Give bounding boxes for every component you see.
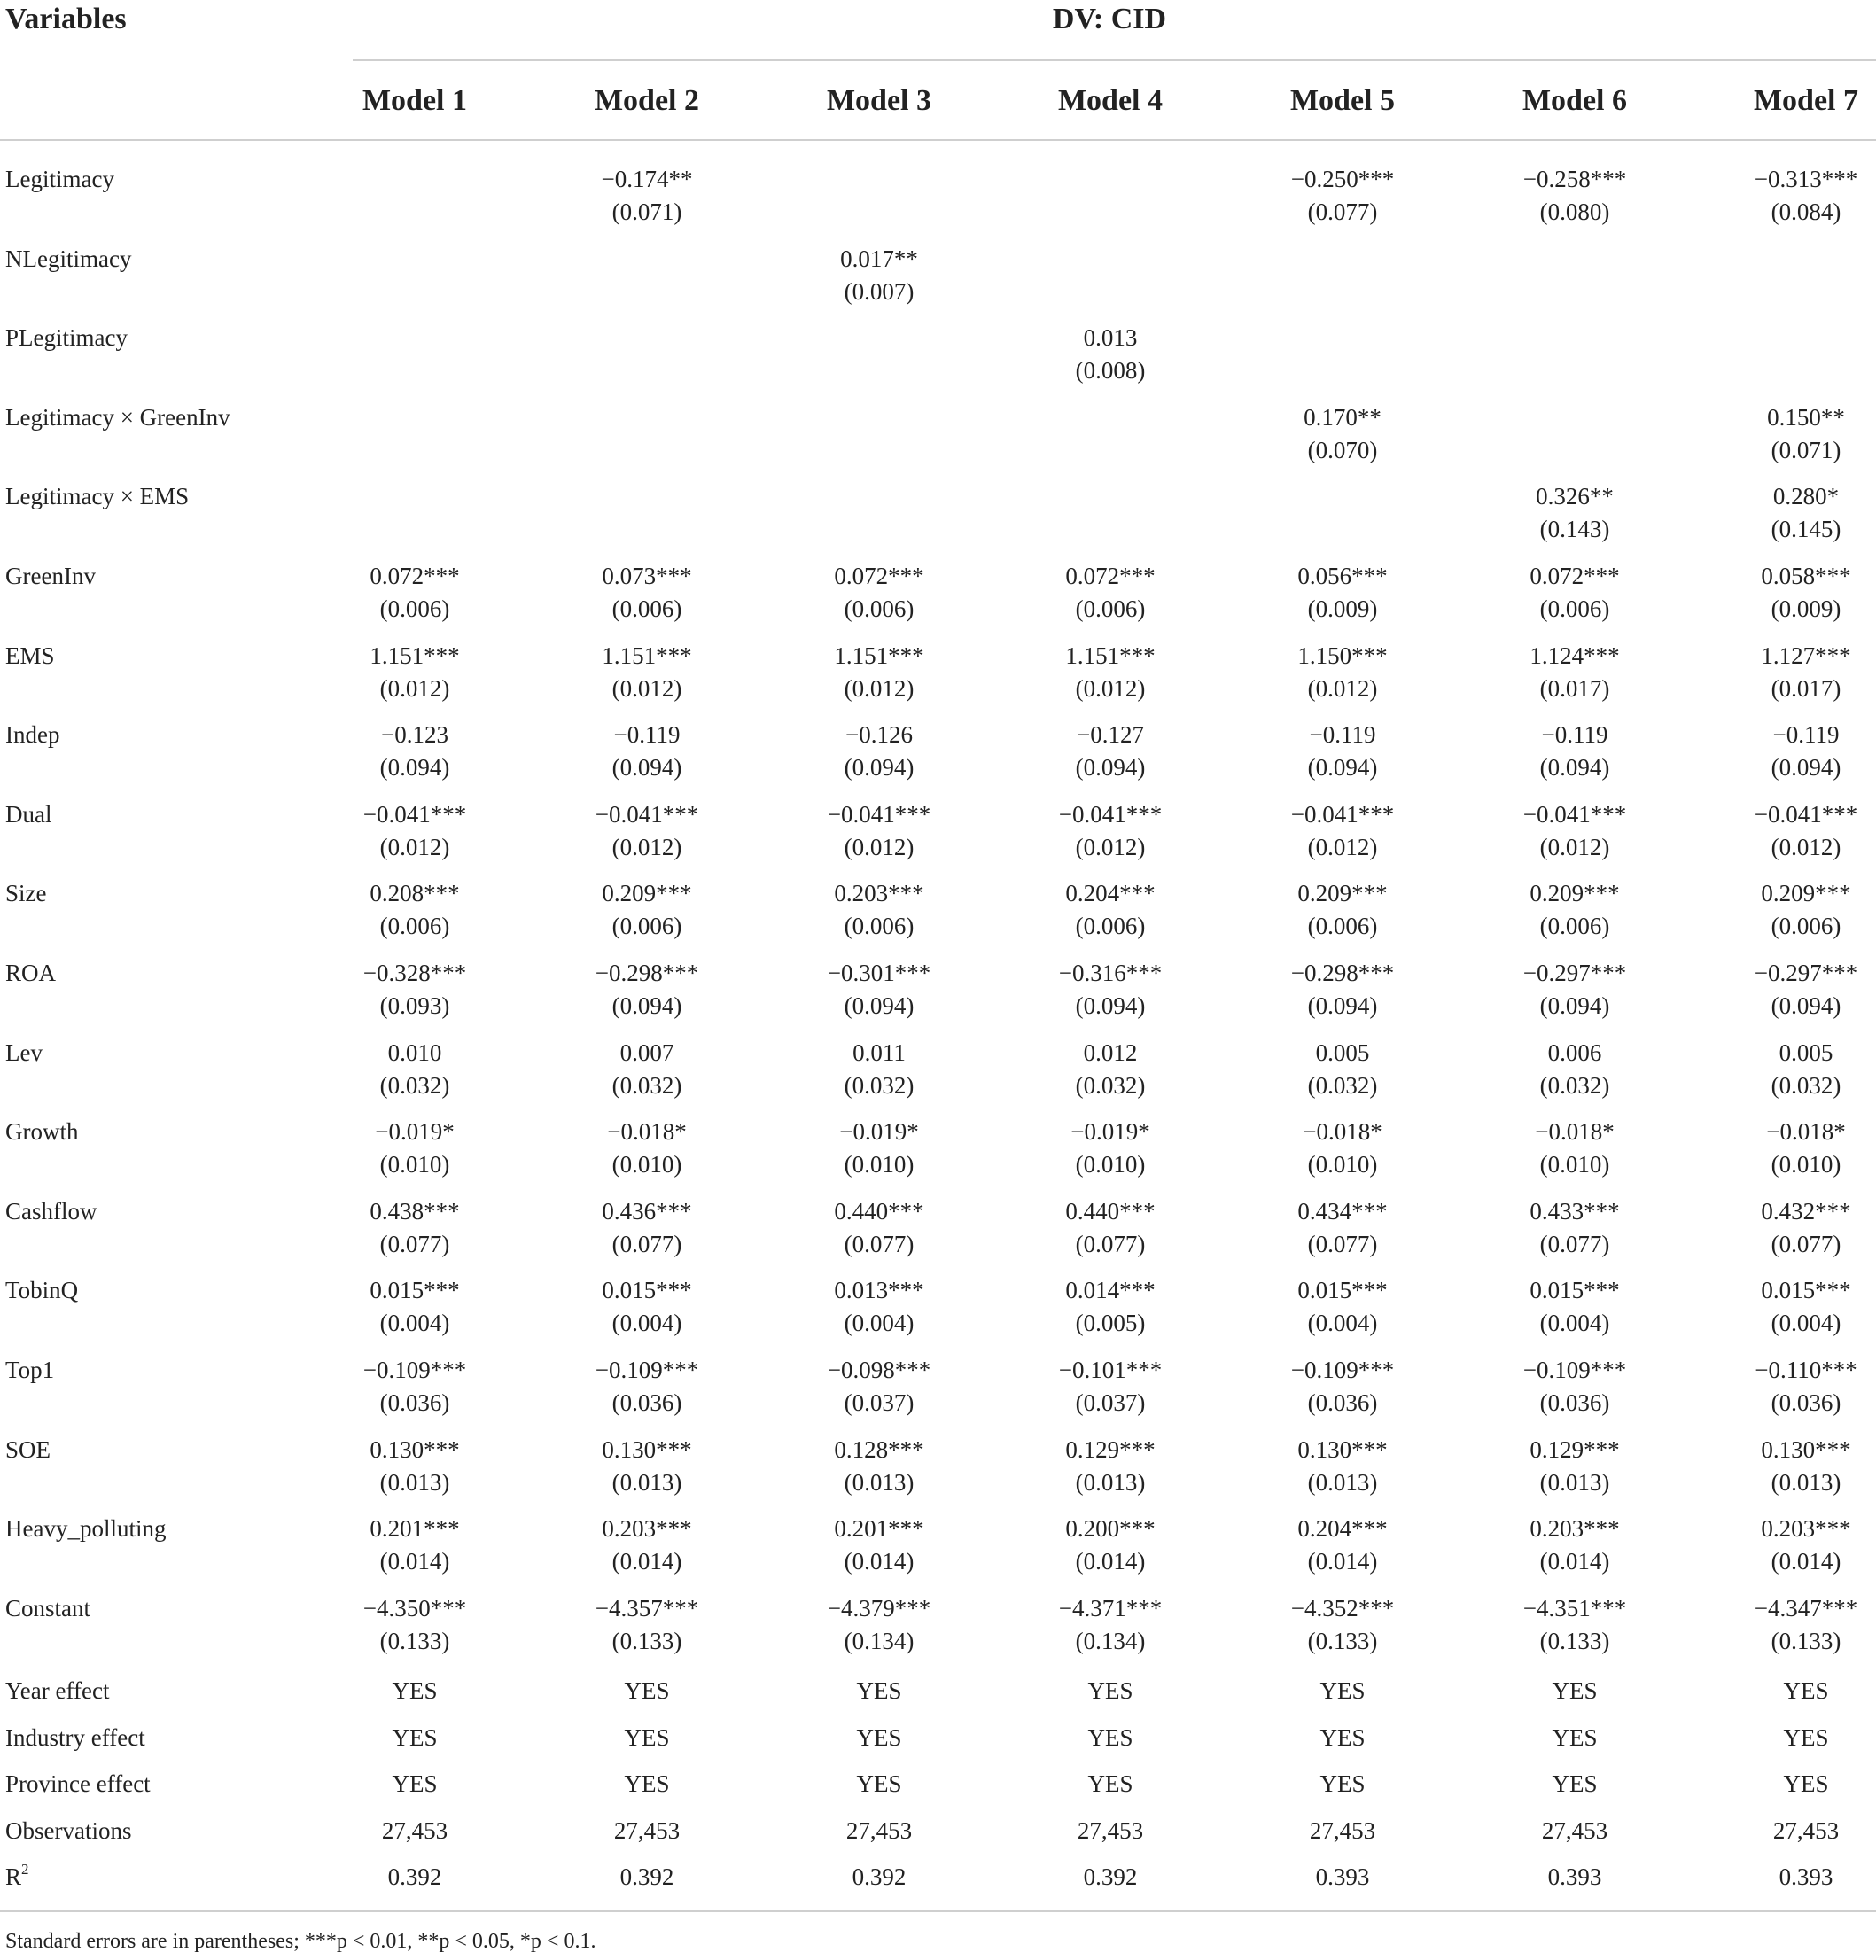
coefficient-cell: −0.298*** xyxy=(595,960,699,986)
summary-cell: YES xyxy=(1783,1770,1829,1797)
row-label: Indep xyxy=(5,721,60,749)
summary-cell: 0.392 xyxy=(387,1863,442,1890)
summary-cell: YES xyxy=(1552,1770,1598,1797)
standard-error-cell: (0.037) xyxy=(844,1389,915,1416)
standard-error-cell: (0.014) xyxy=(1075,1548,1146,1575)
standard-error-cell: (0.012) xyxy=(379,833,450,860)
summary-cell: 27,453 xyxy=(845,1816,913,1844)
summary-cell: YES xyxy=(624,1770,670,1797)
standard-error-cell: (0.006) xyxy=(1075,595,1146,622)
coefficient-cell: −0.041*** xyxy=(1754,800,1858,828)
coefficient-cell: −0.041*** xyxy=(362,800,467,828)
summary-cell: YES xyxy=(1552,1677,1598,1704)
standard-error-cell: (0.071) xyxy=(611,198,682,225)
coefficient-cell: 0.434*** xyxy=(1297,1197,1388,1225)
standard-error-cell: (0.010) xyxy=(1075,1151,1146,1178)
row-label: NLegitimacy xyxy=(5,245,132,272)
standard-error-cell: (0.077) xyxy=(844,1230,915,1257)
standard-error-cell: (0.094) xyxy=(611,992,682,1019)
standard-error-cell: (0.094) xyxy=(1075,754,1146,782)
standard-error-cell: (0.032) xyxy=(844,1071,915,1099)
coefficient-cell: 0.129*** xyxy=(1065,1435,1156,1463)
standard-error-cell: (0.094) xyxy=(844,992,915,1019)
coefficient-cell: 0.128*** xyxy=(834,1435,924,1463)
row-label: Top1 xyxy=(5,1357,55,1383)
coefficient-cell: 0.015*** xyxy=(370,1277,460,1304)
coefficient-cell: 0.201*** xyxy=(834,1515,924,1543)
coefficient-cell: −0.018* xyxy=(607,1118,687,1146)
row-label: Dual xyxy=(5,800,52,828)
standard-error-cell: (0.004) xyxy=(1307,1310,1378,1337)
coefficient-cell: −4.347*** xyxy=(1754,1594,1858,1622)
coefficient-cell: −0.041*** xyxy=(595,800,699,828)
coefficient-cell: 0.280* xyxy=(1772,483,1840,510)
coefficient-cell: −0.119 xyxy=(1772,721,1840,749)
standard-error-cell: (0.134) xyxy=(1075,1627,1146,1654)
coefficient-cell: 0.013 xyxy=(1083,324,1138,352)
coefficient-cell: 0.005 xyxy=(1779,1038,1833,1066)
row-label: SOE xyxy=(5,1435,51,1463)
coefficient-cell: −4.371*** xyxy=(1058,1594,1163,1622)
standard-error-cell: (0.077) xyxy=(379,1230,450,1257)
standard-error-cell: (0.006) xyxy=(611,913,682,940)
summary-cell: YES xyxy=(624,1677,670,1704)
summary-cell: YES xyxy=(1552,1723,1598,1751)
summary-cell: 27,453 xyxy=(1077,1816,1144,1844)
row-label: Heavy_polluting xyxy=(5,1515,167,1543)
standard-error-cell: (0.012) xyxy=(1771,833,1841,860)
standard-error-cell: (0.094) xyxy=(1771,992,1841,1019)
coefficient-cell: 0.006 xyxy=(1547,1038,1602,1066)
row-label: Constant xyxy=(5,1594,91,1622)
coefficient-cell: −0.019* xyxy=(839,1118,919,1146)
summary-cell: YES xyxy=(1087,1770,1133,1797)
standard-error-cell: (0.010) xyxy=(1539,1151,1610,1178)
standard-error-cell: (0.077) xyxy=(1307,1230,1378,1257)
summary-row-label-text: R xyxy=(5,1863,22,1890)
coefficient-cell: 0.073*** xyxy=(602,563,692,589)
summary-cell: YES xyxy=(856,1770,902,1797)
coefficient-cell: −4.352*** xyxy=(1290,1594,1395,1622)
dv-underline xyxy=(353,59,1876,61)
coefficient-cell: 0.203*** xyxy=(1530,1515,1620,1543)
summary-cell: YES xyxy=(1783,1723,1829,1751)
standard-error-cell: (0.032) xyxy=(1307,1071,1378,1099)
coefficient-cell: 0.012 xyxy=(1083,1038,1138,1066)
summary-cell: 0.393 xyxy=(1315,1863,1370,1890)
coefficient-cell: 0.129*** xyxy=(1530,1435,1620,1463)
standard-error-cell: (0.077) xyxy=(1771,1230,1841,1257)
coefficient-cell: 0.130*** xyxy=(370,1435,460,1463)
standard-error-cell: (0.032) xyxy=(1771,1071,1841,1099)
header-bottom-rule xyxy=(0,139,1876,141)
standard-error-cell: (0.014) xyxy=(1307,1548,1378,1575)
coefficient-cell: 0.326** xyxy=(1536,483,1614,510)
standard-error-cell: (0.006) xyxy=(1771,913,1841,940)
standard-error-cell: (0.036) xyxy=(1771,1389,1841,1416)
coefficient-cell: −0.041*** xyxy=(827,800,931,828)
standard-error-cell: (0.013) xyxy=(379,1468,450,1496)
coefficient-cell: −0.109*** xyxy=(362,1357,467,1383)
standard-error-cell: (0.143) xyxy=(1539,516,1610,543)
standard-error-cell: (0.133) xyxy=(1307,1627,1378,1654)
coefficient-cell: −0.258*** xyxy=(1522,166,1627,192)
row-label: TobinQ xyxy=(5,1277,79,1304)
standard-error-cell: (0.012) xyxy=(611,833,682,860)
summary-cell: YES xyxy=(1319,1770,1366,1797)
dv-header: DV: CID xyxy=(1052,3,1167,35)
standard-error-cell: (0.006) xyxy=(1539,595,1610,622)
coefficient-cell: 0.440*** xyxy=(1065,1197,1156,1225)
coefficient-cell: −0.041*** xyxy=(1522,800,1627,828)
coefficient-cell: 0.209*** xyxy=(1761,880,1851,907)
summary-row-label xyxy=(5,1769,151,1799)
coefficient-cell: −0.041*** xyxy=(1058,800,1163,828)
coefficient-cell: 1.127*** xyxy=(1761,642,1851,669)
row-label: Legitimacy × GreenInv xyxy=(5,403,230,431)
variables-header: Variables xyxy=(5,3,127,35)
coefficient-cell: 0.013*** xyxy=(834,1277,924,1304)
coefficient-cell: −0.313*** xyxy=(1754,166,1858,192)
standard-error-cell: (0.094) xyxy=(1307,754,1378,782)
summary-cell: 27,453 xyxy=(1541,1816,1608,1844)
coefficient-cell: 0.170** xyxy=(1304,403,1382,431)
coefficient-cell: 1.151*** xyxy=(1065,642,1156,669)
summary-row-label xyxy=(5,1862,29,1892)
coefficient-cell: −0.018* xyxy=(1535,1118,1615,1146)
coefficient-cell: −0.110*** xyxy=(1755,1357,1857,1383)
standard-error-cell: (0.008) xyxy=(1075,357,1146,385)
summary-row-label-text: Observations xyxy=(5,1816,132,1844)
coefficient-cell: 0.203*** xyxy=(602,1515,692,1543)
summary-row-label xyxy=(5,1723,145,1753)
coefficient-cell: −0.119 xyxy=(613,721,681,749)
coefficient-cell: −0.109*** xyxy=(595,1357,699,1383)
summary-row-label-text: Province effect xyxy=(5,1770,151,1797)
standard-error-cell: (0.084) xyxy=(1771,198,1841,225)
summary-row-label xyxy=(5,1816,131,1846)
standard-error-cell: (0.032) xyxy=(1539,1071,1610,1099)
coefficient-cell: 0.015*** xyxy=(1297,1277,1388,1304)
summary-cell: 27,453 xyxy=(1309,1816,1376,1844)
standard-error-cell: (0.005) xyxy=(1075,1310,1146,1337)
coefficient-cell: 0.440*** xyxy=(834,1197,924,1225)
standard-error-cell: (0.010) xyxy=(1771,1151,1841,1178)
summary-row-label-text: Year effect xyxy=(5,1677,110,1704)
coefficient-cell: 0.072*** xyxy=(1065,563,1156,589)
coefficient-cell: 0.208*** xyxy=(370,880,460,907)
standard-error-cell: (0.077) xyxy=(1307,198,1378,225)
summary-row-label-text: Industry effect xyxy=(5,1723,145,1751)
coefficient-cell: −0.174** xyxy=(601,166,693,192)
standard-error-cell: (0.017) xyxy=(1771,674,1841,702)
coefficient-cell: 0.130*** xyxy=(1297,1435,1388,1463)
standard-error-cell: (0.012) xyxy=(844,674,915,702)
standard-error-cell: (0.094) xyxy=(611,754,682,782)
standard-error-cell: (0.006) xyxy=(844,913,915,940)
standard-error-cell: (0.014) xyxy=(611,1548,682,1575)
coefficient-cell: 0.203*** xyxy=(834,880,924,907)
coefficient-cell: −0.109*** xyxy=(1290,1357,1395,1383)
coefficient-cell: −0.328*** xyxy=(362,960,467,986)
coefficient-cell: −0.018* xyxy=(1766,1118,1846,1146)
row-label: EMS xyxy=(5,642,55,669)
standard-error-cell: (0.013) xyxy=(611,1468,682,1496)
coefficient-cell: 0.204*** xyxy=(1065,880,1156,907)
standard-error-cell: (0.017) xyxy=(1539,674,1610,702)
model-header-7: Model 7 xyxy=(1753,84,1859,117)
standard-error-cell: (0.012) xyxy=(844,833,915,860)
coefficient-cell: 0.017** xyxy=(840,245,918,272)
coefficient-cell: 0.058*** xyxy=(1761,563,1851,589)
standard-error-cell: (0.010) xyxy=(611,1151,682,1178)
standard-error-cell: (0.036) xyxy=(1307,1389,1378,1416)
standard-error-cell: (0.094) xyxy=(379,754,450,782)
standard-error-cell: (0.014) xyxy=(844,1548,915,1575)
coefficient-cell: −0.250*** xyxy=(1290,166,1395,192)
standard-error-cell: (0.036) xyxy=(1539,1389,1610,1416)
summary-cell: YES xyxy=(1087,1677,1133,1704)
coefficient-cell: 0.011 xyxy=(852,1038,906,1066)
coefficient-cell: −0.019* xyxy=(1070,1118,1150,1146)
summary-cell: YES xyxy=(1087,1723,1133,1751)
standard-error-cell: (0.134) xyxy=(844,1627,915,1654)
standard-error-cell: (0.014) xyxy=(379,1548,450,1575)
coefficient-cell: 1.151*** xyxy=(370,642,460,669)
coefficient-cell: 0.150** xyxy=(1767,403,1845,431)
standard-error-cell: (0.077) xyxy=(611,1230,682,1257)
superscript: 2 xyxy=(21,1861,29,1878)
row-label: PLegitimacy xyxy=(5,324,128,352)
standard-error-cell: (0.032) xyxy=(379,1071,450,1099)
coefficient-cell: 0.436*** xyxy=(602,1197,692,1225)
standard-error-cell: (0.014) xyxy=(1539,1548,1610,1575)
standard-error-cell: (0.006) xyxy=(1307,913,1378,940)
model-header-1: Model 1 xyxy=(362,84,468,117)
standard-error-cell: (0.012) xyxy=(1539,833,1610,860)
summary-cell: YES xyxy=(856,1677,902,1704)
standard-error-cell: (0.013) xyxy=(1307,1468,1378,1496)
standard-error-cell: (0.133) xyxy=(1771,1627,1841,1654)
coefficient-cell: −0.316*** xyxy=(1058,960,1163,986)
standard-error-cell: (0.012) xyxy=(379,674,450,702)
coefficient-cell: −0.298*** xyxy=(1290,960,1395,986)
standard-error-cell: (0.070) xyxy=(1307,436,1378,463)
standard-error-cell: (0.094) xyxy=(1075,992,1146,1019)
standard-error-cell: (0.013) xyxy=(1075,1468,1146,1496)
coefficient-cell: 0.438*** xyxy=(370,1197,460,1225)
coefficient-cell: −0.119 xyxy=(1541,721,1608,749)
coefficient-cell: 0.203*** xyxy=(1761,1515,1851,1543)
standard-error-cell: (0.004) xyxy=(1771,1310,1841,1337)
standard-error-cell: (0.032) xyxy=(611,1071,682,1099)
coefficient-cell: 0.432*** xyxy=(1761,1197,1851,1225)
row-label: Lev xyxy=(5,1038,43,1066)
summary-row-label xyxy=(5,1676,109,1706)
coefficient-cell: −0.123 xyxy=(381,721,448,749)
standard-error-cell: (0.014) xyxy=(1771,1548,1841,1575)
row-label: ROA xyxy=(5,960,57,986)
standard-error-cell: (0.013) xyxy=(1771,1468,1841,1496)
standard-error-cell: (0.007) xyxy=(844,277,915,305)
standard-error-cell: (0.010) xyxy=(844,1151,915,1178)
standard-error-cell: (0.010) xyxy=(1307,1151,1378,1178)
coefficient-cell: 0.130*** xyxy=(1761,1435,1851,1463)
standard-error-cell: (0.004) xyxy=(1539,1310,1610,1337)
standard-error-cell: (0.094) xyxy=(1307,992,1378,1019)
summary-cell: YES xyxy=(856,1723,902,1751)
standard-error-cell: (0.071) xyxy=(1771,436,1841,463)
coefficient-cell: 1.151*** xyxy=(602,642,692,669)
coefficient-cell: 0.433*** xyxy=(1530,1197,1620,1225)
row-label: Size xyxy=(5,880,47,907)
standard-error-cell: (0.133) xyxy=(379,1627,450,1654)
standard-error-cell: (0.012) xyxy=(1307,833,1378,860)
standard-error-cell: (0.009) xyxy=(1771,595,1841,622)
standard-error-cell: (0.077) xyxy=(1075,1230,1146,1257)
coefficient-cell: −0.019* xyxy=(375,1118,455,1146)
row-label: GreenInv xyxy=(5,563,96,589)
coefficient-cell: 0.015*** xyxy=(1761,1277,1851,1304)
standard-error-cell: (0.094) xyxy=(1539,754,1610,782)
model-header-4: Model 4 xyxy=(1057,84,1164,117)
standard-error-cell: (0.009) xyxy=(1307,595,1378,622)
coefficient-cell: −0.301*** xyxy=(827,960,931,986)
coefficient-cell: −0.297*** xyxy=(1754,960,1858,986)
summary-cell: 27,453 xyxy=(613,1816,681,1844)
summary-cell: YES xyxy=(392,1723,438,1751)
row-label: Legitimacy × EMS xyxy=(5,483,190,510)
model-header-5: Model 5 xyxy=(1289,84,1396,117)
standard-error-cell: (0.006) xyxy=(379,595,450,622)
standard-error-cell: (0.037) xyxy=(1075,1389,1146,1416)
coefficient-cell: −4.357*** xyxy=(595,1594,699,1622)
coefficient-cell: −0.041*** xyxy=(1290,800,1395,828)
summary-cell: YES xyxy=(1319,1677,1366,1704)
summary-cell: 0.392 xyxy=(619,1863,674,1890)
coefficient-cell: 1.150*** xyxy=(1297,642,1388,669)
coefficient-cell: 0.015*** xyxy=(1530,1277,1620,1304)
standard-error-cell: (0.012) xyxy=(611,674,682,702)
coefficient-cell: 0.201*** xyxy=(370,1515,460,1543)
coefficient-cell: 1.151*** xyxy=(834,642,924,669)
coefficient-cell: 0.072*** xyxy=(1530,563,1620,589)
summary-cell: 27,453 xyxy=(381,1816,448,1844)
coefficient-cell: −4.350*** xyxy=(362,1594,467,1622)
summary-cell: 0.392 xyxy=(852,1863,907,1890)
standard-error-cell: (0.094) xyxy=(1771,754,1841,782)
summary-cell: 27,453 xyxy=(1772,1816,1840,1844)
coefficient-cell: 0.007 xyxy=(619,1038,674,1066)
coefficient-cell: −0.109*** xyxy=(1522,1357,1627,1383)
standard-error-cell: (0.094) xyxy=(1539,992,1610,1019)
coefficient-cell: 0.072*** xyxy=(834,563,924,589)
coefficient-cell: 0.200*** xyxy=(1065,1515,1156,1543)
standard-error-cell: (0.133) xyxy=(611,1627,682,1654)
model-header-2: Model 2 xyxy=(594,84,700,117)
summary-cell: 0.393 xyxy=(1779,1863,1833,1890)
standard-error-cell: (0.094) xyxy=(844,754,915,782)
standard-error-cell: (0.006) xyxy=(611,595,682,622)
coefficient-cell: −4.351*** xyxy=(1522,1594,1627,1622)
standard-error-cell: (0.013) xyxy=(844,1468,915,1496)
standard-error-cell: (0.133) xyxy=(1539,1627,1610,1654)
table-footnote: Standard errors are in parentheses; ***p < 0.01, **p < 0.05, *p < 0.1. xyxy=(5,1930,596,1953)
coefficient-cell: 0.014*** xyxy=(1065,1277,1156,1304)
coefficient-cell: 0.005 xyxy=(1315,1038,1370,1066)
standard-error-cell: (0.032) xyxy=(1075,1071,1146,1099)
coefficient-cell: 0.010 xyxy=(387,1038,442,1066)
summary-cell: YES xyxy=(1319,1723,1366,1751)
standard-error-cell: (0.006) xyxy=(379,913,450,940)
coefficient-cell: 0.130*** xyxy=(602,1435,692,1463)
summary-cell: 0.392 xyxy=(1083,1863,1138,1890)
coefficient-cell: −0.297*** xyxy=(1522,960,1627,986)
summary-cell: YES xyxy=(1783,1677,1829,1704)
standard-error-cell: (0.036) xyxy=(611,1389,682,1416)
summary-cell: YES xyxy=(624,1723,670,1751)
standard-error-cell: (0.013) xyxy=(1539,1468,1610,1496)
coefficient-cell: −4.379*** xyxy=(827,1594,931,1622)
standard-error-cell: (0.004) xyxy=(844,1310,915,1337)
coefficient-cell: −0.098*** xyxy=(827,1357,931,1383)
coefficient-cell: −0.018* xyxy=(1303,1118,1382,1146)
coefficient-cell: 0.204*** xyxy=(1297,1515,1388,1543)
standard-error-cell: (0.004) xyxy=(611,1310,682,1337)
coefficient-cell: 0.015*** xyxy=(602,1277,692,1304)
row-label: Growth xyxy=(5,1118,79,1146)
coefficient-cell: 0.072*** xyxy=(370,563,460,589)
standard-error-cell: (0.004) xyxy=(379,1310,450,1337)
standard-error-cell: (0.012) xyxy=(1075,833,1146,860)
coefficient-cell: −0.101*** xyxy=(1058,1357,1163,1383)
standard-error-cell: (0.036) xyxy=(379,1389,450,1416)
coefficient-cell: 1.124*** xyxy=(1530,642,1620,669)
standard-error-cell: (0.093) xyxy=(379,992,450,1019)
standard-error-cell: (0.145) xyxy=(1771,516,1841,543)
coefficient-cell: 0.209*** xyxy=(1530,880,1620,907)
standard-error-cell: (0.012) xyxy=(1307,674,1378,702)
coefficient-cell: −0.119 xyxy=(1309,721,1376,749)
coefficient-cell: 0.209*** xyxy=(602,880,692,907)
model-header-6: Model 6 xyxy=(1522,84,1628,117)
row-label: Legitimacy xyxy=(5,166,114,192)
standard-error-cell: (0.006) xyxy=(844,595,915,622)
standard-error-cell: (0.080) xyxy=(1539,198,1610,225)
standard-error-cell: (0.006) xyxy=(1539,913,1610,940)
standard-error-cell: (0.012) xyxy=(1075,674,1146,702)
coefficient-cell: 0.056*** xyxy=(1297,563,1388,589)
coefficient-cell: −0.126 xyxy=(845,721,913,749)
standard-error-cell: (0.006) xyxy=(1075,913,1146,940)
standard-error-cell: (0.077) xyxy=(1539,1230,1610,1257)
row-label: Cashflow xyxy=(5,1197,97,1225)
summary-cell: YES xyxy=(392,1677,438,1704)
standard-error-cell: (0.010) xyxy=(379,1151,450,1178)
model-header-3: Model 3 xyxy=(826,84,932,117)
summary-cell: 0.393 xyxy=(1547,1863,1602,1890)
coefficient-cell: 0.209*** xyxy=(1297,880,1388,907)
summary-cell: YES xyxy=(392,1770,438,1797)
coefficient-cell: −0.127 xyxy=(1077,721,1144,749)
table-bottom-rule xyxy=(0,1910,1876,1912)
